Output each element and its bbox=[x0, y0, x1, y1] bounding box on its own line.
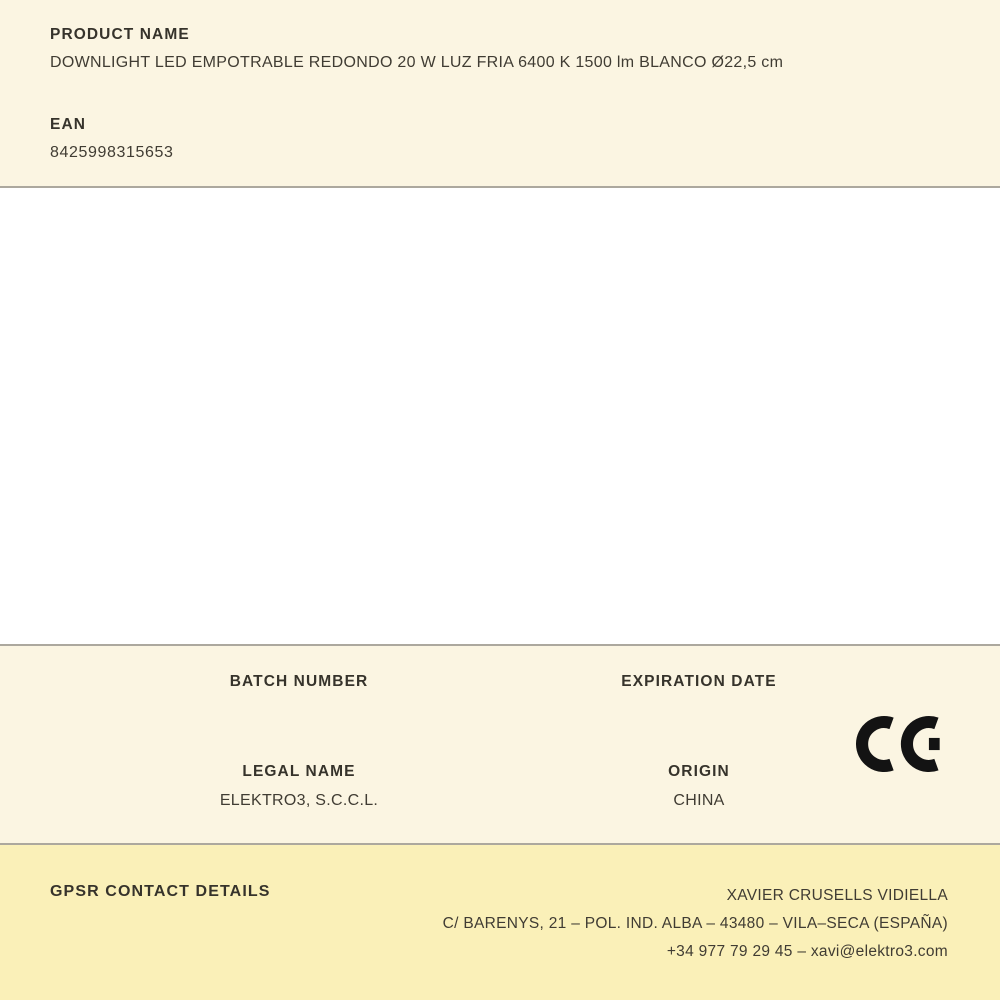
origin-value: CHINA bbox=[673, 792, 725, 809]
ean-label: EAN bbox=[50, 116, 87, 133]
legal-name-label: LEGAL NAME bbox=[242, 763, 356, 780]
expiration-date-field bbox=[499, 673, 899, 691]
expiration-date-label: EXPIRATION DATE bbox=[621, 673, 777, 690]
contact-name: XAVIER CRUSELLS VIDIELLA bbox=[726, 887, 948, 904]
contact-phone-email: +34 977 79 29 45 – xavi@elektro3.com bbox=[666, 943, 948, 960]
origin-label: ORIGIN bbox=[668, 763, 730, 780]
product-name-label: PRODUCT NAME bbox=[50, 26, 190, 43]
gpsr-contact-details bbox=[443, 882, 948, 966]
ce-mark-icon bbox=[856, 713, 942, 775]
batch-number-field bbox=[99, 673, 499, 691]
batch-info-section bbox=[0, 644, 1000, 845]
gpsr-contact-section bbox=[0, 845, 1000, 1000]
origin-field bbox=[499, 763, 899, 810]
blank-area bbox=[0, 188, 1000, 644]
product-name-value: DOWNLIGHT LED EMPOTRABLE REDONDO 20 W LUZ FRIA 6400 K 1500 lm BLANCO Ø22,5 cm bbox=[50, 54, 784, 71]
product-section bbox=[0, 0, 1000, 188]
gpsr-contact-label: GPSR CONTACT DETAILS bbox=[50, 883, 271, 900]
contact-address: C/ BARENYS, 21 – POL. IND. ALBA – 43480 – VILA–SECA (ESPAÑA) bbox=[442, 915, 948, 932]
legal-name-field bbox=[99, 763, 499, 810]
ean-value: 8425998315653 bbox=[50, 144, 174, 161]
legal-name-value: ELEKTRO3, S.C.C.L. bbox=[219, 792, 379, 809]
batch-number-label: BATCH NUMBER bbox=[229, 673, 369, 690]
